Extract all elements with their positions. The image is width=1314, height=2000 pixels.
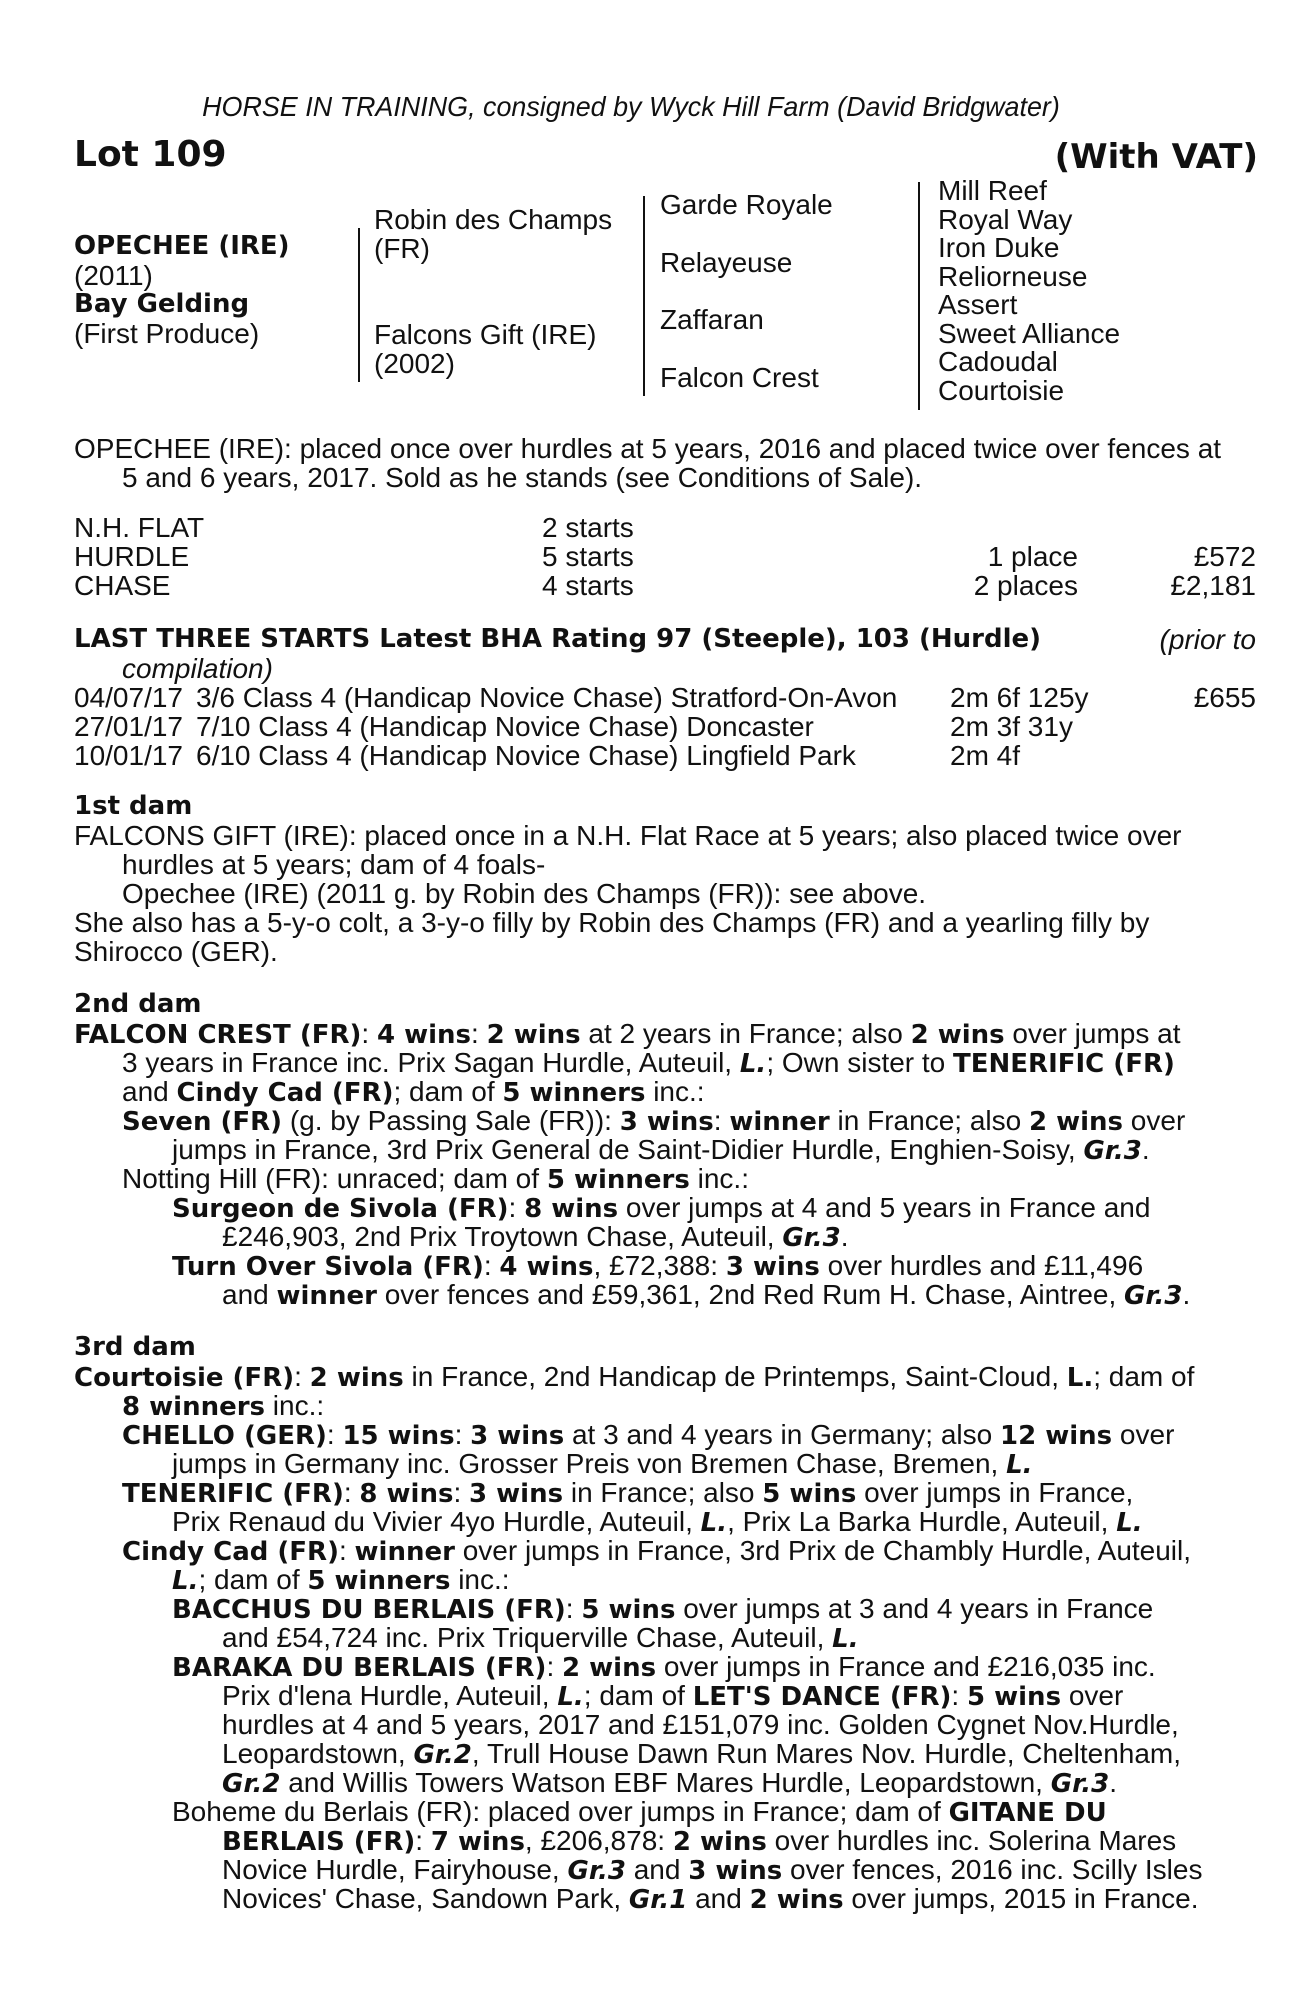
sire-country: (FR) [374, 233, 430, 264]
gen4-7: Cadoudal [938, 346, 1058, 377]
pedigree-divider-1 [358, 228, 360, 382]
first-dam-line: She also has a 5-y-o colt, a 3-y-o filly by Robin des Champs (FR) and a yearling filly by [74, 907, 1150, 938]
vat-label: (With VAT) [1054, 137, 1258, 177]
third-dam-line: Prix Renaud du Vivier 4yo Hurdle, Auteuil, L., Prix La Barka Hurdle, Auteuil, L. [172, 1506, 1143, 1538]
first-dam-line: Shirocco (GER). [74, 936, 278, 967]
start-date: 04/07/17 [74, 682, 183, 713]
sex-colour: Bay Gelding [74, 289, 250, 319]
third-dam-line: jumps in Germany inc. Grosser Preis von Bremen Chase, Bremen, L. [172, 1448, 1033, 1480]
gen4-5: Assert [938, 289, 1018, 320]
gen3-1: Garde Royale [660, 189, 833, 220]
third-dam-line: BERLAIS (FR): 7 wins, £206,878: 2 wins over hurdles inc. Solerina Mares [222, 1825, 1177, 1857]
gen4-2: Royal Way [938, 204, 1073, 235]
start-date: 27/01/17 [74, 711, 183, 742]
record-places: 1 place [987, 541, 1078, 572]
start-distance: 2m 6f 125y [950, 682, 1089, 713]
gen4-8: Courtoisie [938, 375, 1065, 406]
first-dam-line: Opechee (IRE) (2011 g. by Robin des Champs (FR)): see above. [122, 878, 927, 909]
third-dam-line: BARAKA DU BERLAIS (FR): 2 wins over jumps in France and £216,035 inc. [172, 1651, 1156, 1683]
pedigree-divider-2 [643, 196, 645, 396]
first-dam-line: hurdles at 5 years; dam of 4 foals- [122, 849, 546, 880]
start-distance: 2m 3f 31y [950, 711, 1073, 742]
sire-name: Robin des Champs [374, 204, 613, 235]
second-dam-line: FALCON CREST (FR): 4 wins: 2 wins at 2 years in France; also 2 wins over jumps at [74, 1018, 1181, 1050]
record-places: 2 places [973, 570, 1078, 601]
record-type: CHASE [74, 570, 171, 601]
second-dam-line: Surgeon de Sivola (FR): 8 wins over jumps at 4 and 5 years in France and [172, 1192, 1151, 1224]
last-three-note-1: (prior to [1159, 624, 1256, 655]
third-dam-line: 8 winners inc.: [122, 1390, 325, 1422]
summary-line-2: 5 and 6 years, 2017. Sold as he stands (see Conditions of Sale). [122, 462, 923, 493]
record-type: N.H. FLAT [74, 512, 205, 543]
gen4-3: Iron Duke [938, 232, 1060, 263]
third-dam-line: Novice Hurdle, Fairyhouse, Gr.3 and 3 wins over fences, 2016 inc. Scilly Isles [222, 1854, 1203, 1886]
second-dam-line: Notting Hill (FR): unraced; dam of 5 winners inc.: [122, 1163, 749, 1195]
start-race: 3/6 Class 4 (Handicap Novice Chase) Stratford-On-Avon [196, 682, 898, 713]
start-race: 7/10 Class 4 (Handicap Novice Chase) Doncaster [196, 711, 814, 742]
gen4-4: Reliorneuse [938, 261, 1088, 292]
third-dam-line: Novices' Chase, Sandown Park, Gr.1 and 2 wins over jumps, 2015 in France. [222, 1883, 1199, 1915]
third-dam-heading: 3rd dam [74, 1332, 196, 1362]
third-dam-line: Cindy Cad (FR): winner over jumps in France, 3rd Prix de Chambly Hurdle, Auteuil, [122, 1535, 1192, 1567]
last-three-note-2: compilation) [122, 653, 273, 684]
record-type: HURDLE [74, 541, 190, 572]
horse-name: OPECHEE (IRE) [74, 231, 290, 261]
record-prize: £2,181 [1170, 570, 1256, 601]
third-dam-line: Boheme du Berlais (FR): placed over jumps in France; dam of GITANE DU [172, 1796, 1107, 1828]
second-dam-line: 3 years in France inc. Prix Sagan Hurdle, Auteuil, L.; Own sister to TENERIFIC (FR) [122, 1047, 1175, 1079]
gen4-1: Mill Reef [938, 175, 1047, 206]
third-dam-line: L.; dam of 5 winners inc.: [172, 1564, 510, 1596]
gen4-6: Sweet Alliance [938, 318, 1121, 349]
gen3-3: Zaffaran [660, 304, 764, 335]
start-distance: 2m 4f [950, 740, 1021, 771]
third-dam-line: Leopardstown, Gr.2, Trull House Dawn Run Mares Nov. Hurdle, Cheltenham, [222, 1738, 1182, 1770]
produce-note: (First Produce) [74, 318, 260, 349]
third-dam-line: CHELLO (GER): 15 wins: 3 wins at 3 and 4 years in Germany; also 12 wins over [122, 1419, 1175, 1451]
last-three-heading: LAST THREE STARTS Latest BHA Rating 97 (Steeple), 103 (Hurdle) [74, 624, 1042, 654]
record-starts: 5 starts [542, 541, 634, 572]
record-starts: 2 starts [542, 512, 634, 543]
second-dam-line: and Cindy Cad (FR); dam of 5 winners inc.: [122, 1076, 705, 1108]
second-dam-line: £246,903, 2nd Prix Troytown Chase, Auteuil, Gr.3. [222, 1221, 849, 1253]
first-dam-line: FALCONS GIFT (IRE): placed once in a N.H. Flat Race at 5 years; also placed twice over [74, 820, 1182, 851]
second-dam-heading: 2nd dam [74, 989, 202, 1019]
second-dam-line: and winner over fences and £59,361, 2nd Red Rum H. Chase, Aintree, Gr.3. [222, 1279, 1191, 1311]
dam-name: Falcons Gift (IRE) [374, 319, 597, 350]
third-dam-line: TENERIFIC (FR): 8 wins: 3 wins in France; also 5 wins over jumps in France, [122, 1477, 1134, 1509]
second-dam-line: Turn Over Sivola (FR): 4 wins, £72,388: 3 wins over hurdles and £11,496 [172, 1250, 1144, 1282]
foaled-year: (2011) [74, 260, 153, 291]
consignment-line: HORSE IN TRAINING, consigned by Wyck Hill Farm (David Bridgwater) [202, 91, 1060, 122]
lot-number: Lot 109 [74, 134, 227, 175]
first-dam-heading: 1st dam [74, 791, 193, 821]
pedigree-divider-3 [918, 182, 920, 410]
third-dam-line: Gr.2 and Willis Towers Watson EBF Mares Hurdle, Leopardstown, Gr.3. [222, 1767, 1117, 1799]
record-starts: 4 starts [542, 570, 634, 601]
second-dam-line: Seven (FR) (g. by Passing Sale (FR)): 3 wins: winner in France; also 2 wins over [122, 1105, 1186, 1137]
third-dam-line: BACCHUS DU BERLAIS (FR): 5 wins over jumps at 3 and 4 years in France [172, 1593, 1154, 1625]
dam-year: (2002) [374, 348, 455, 379]
third-dam-line: Courtoisie (FR): 2 wins in France, 2nd Handicap de Printemps, Saint-Cloud, L.; dam of [74, 1361, 1195, 1393]
third-dam-line: hurdles at 4 and 5 years, 2017 and £151,079 inc. Golden Cygnet Nov.Hurdle, [222, 1709, 1179, 1740]
start-prize: £655 [1193, 682, 1256, 713]
third-dam-line: Prix d'lena Hurdle, Auteuil, L.; dam of LET'S DANCE (FR): 5 wins over [222, 1680, 1124, 1712]
gen3-4: Falcon Crest [660, 362, 819, 393]
gen3-2: Relayeuse [660, 247, 793, 278]
start-date: 10/01/17 [74, 740, 183, 771]
second-dam-line: jumps in France, 3rd Prix General de Saint-Didier Hurdle, Enghien-Soisy, Gr.3. [172, 1134, 1150, 1166]
third-dam-line: and £54,724 inc. Prix Triquerville Chase, Auteuil, L. [222, 1622, 859, 1654]
start-race: 6/10 Class 4 (Handicap Novice Chase) Lingfield Park [196, 740, 856, 771]
summary-line-1: OPECHEE (IRE): placed once over hurdles at 5 years, 2016 and placed twice over fences at [74, 433, 1222, 464]
record-prize: £572 [1193, 541, 1256, 572]
